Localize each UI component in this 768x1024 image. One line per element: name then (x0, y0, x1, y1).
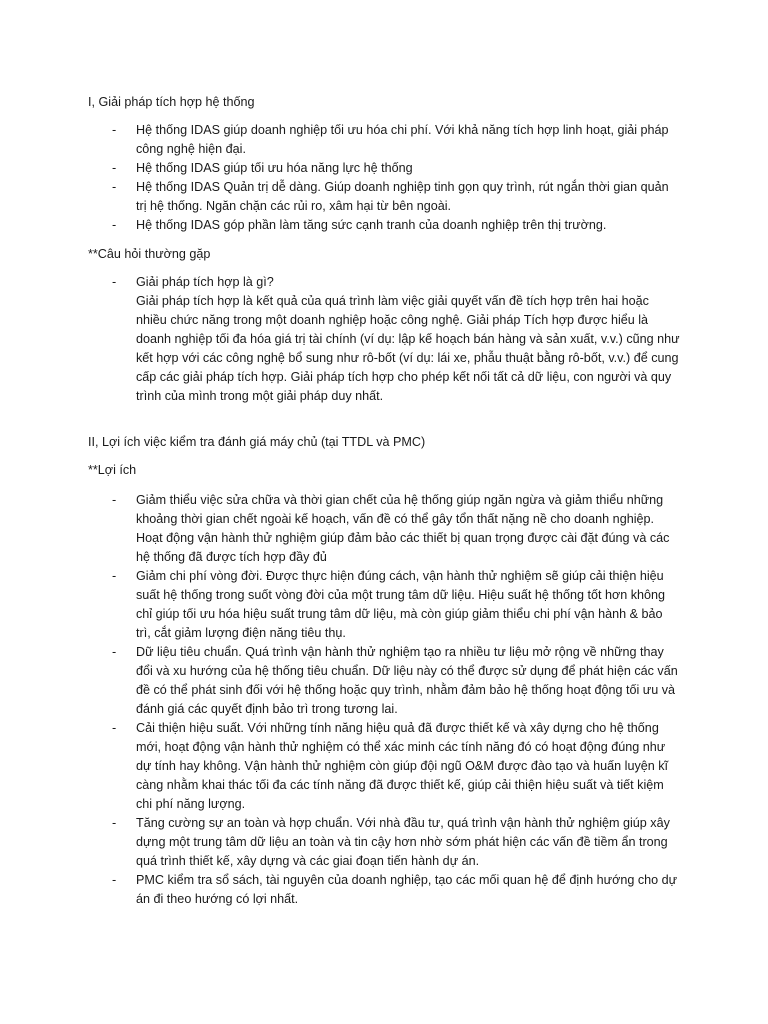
bullet-dash: - (112, 816, 117, 830)
bullet-dash: - (112, 180, 117, 194)
list-item (112, 178, 680, 216)
bullet-dash: - (112, 493, 117, 507)
faq-answer: Giải pháp tích hợp là kết quả của quá trình làm việc giải quyết vấn đề tích hợp trên hai hoặc nhiều chức năng trong một doanh nghiệp hoặc công nghệ. Giải pháp Tích hợp được hiểu là doanh nghiệp tối đa hóa giá trị tài chính (ví dụ: lập kế hoạch bán hàng và sản xuất, v.v.) cũng như kết hợp với các công nghệ bổ sung như rô-bốt (ví dụ: lái xe, phẫu thuật bằng rô-bốt, v.v.) để cung cấp các giải pháp tích hợp. Giải pháp tích hợp cho phép kết nối tất cả dữ liệu, con người và quy trình của mình trong một giải pháp duy nhất. (136, 294, 680, 403)
section2-heading: II, Lợi ích việc kiểm tra đánh giá máy chủ (tại TTDL và PMC) (88, 435, 426, 449)
list-item-text: Tăng cường sự an toàn và hợp chuẩn. Với nhà đầu tư, quá trình vận hành thử nghiệm giúp xây dựng một trung tâm dữ liệu an toàn và tin cậy hơn nhờ sớm phát hiện các vấn đề tiềm ẩn trong quá trình thiết kế, xây dựng và các giai đoạn tiến hành dự án. (136, 816, 670, 868)
bullet-dash: - (112, 569, 117, 583)
list-item (112, 121, 680, 159)
list-item-text: Hệ thống IDAS giúp tối ưu hóa năng lực hệ thống (136, 161, 413, 175)
bullet-dash: - (112, 645, 117, 659)
list-item-text: Hệ thống IDAS góp phần làm tăng sức cạnh tranh của doanh nghiệp trên thị trường. (136, 218, 607, 232)
list-item (112, 491, 680, 567)
list-item (112, 567, 680, 643)
bullet-dash: - (112, 721, 117, 735)
benefits-heading: **Lợi ích (88, 463, 137, 477)
list-item (112, 814, 680, 871)
list-item (112, 871, 680, 909)
list-item (112, 216, 680, 235)
faq-list (112, 273, 680, 406)
bullet-dash: - (112, 161, 117, 175)
bullet-dash: - (112, 275, 117, 289)
bullet-dash: - (112, 873, 117, 887)
list-item-text: Cải thiện hiệu suất. Với những tính năng hiệu quả đã được thiết kế và xây dựng cho hệ thống mới, hoạt động vận hành thử nghiệm có thể xác minh các tính năng đó có hoạt động đúng như dự tính hay không. Vận hành thử nghiệm còn giúp đội ngũ O&M được đào tạo và huấn luyện kĩ càng nhằm khai thác tối đa các tính năng đã được thiết kế, giúp cải thiện hiệu suất và tiết kiệm chi phí năng lượng. (136, 721, 669, 811)
list-item-text: Dữ liệu tiêu chuẩn. Quá trình vận hành thử nghiệm tạo ra nhiều tư liệu mở rộng về những thay đổi và xu hướng của hệ thống tiêu chuẩn. Dữ liệu này có thể được sử dụng để phát hiện các vấn đề có thể phát sinh đối với hệ thống hoặc quy trình, nhằm đảm bảo hệ thống hoạt động tối ưu và đánh giá các quyết định bảo trì trong tương lai. (136, 645, 678, 716)
list-item (112, 719, 680, 814)
list-item (112, 643, 680, 719)
list-item (112, 159, 680, 178)
section1-heading: I, Giải pháp tích hợp hệ thống (88, 95, 255, 109)
list-item-text: Hệ thống IDAS Quản trị dễ dàng. Giúp doanh nghiệp tinh gọn quy trình, rút ngắn thời gian quản trị hệ thống. Ngăn chặn các rủi ro, xâm hại từ bên ngoài. (136, 180, 669, 213)
list-item-text: Hệ thống IDAS giúp doanh nghiệp tối ưu hóa chi phí. Với khả năng tích hợp linh hoạt, giải pháp công nghệ hiện đại. (136, 123, 669, 156)
list-item-text: PMC kiểm tra sổ sách, tài nguyên của doanh nghiệp, tạo các mối quan hệ để định hướng cho dự án đi theo hướng có lợi nhất. (136, 873, 678, 906)
list-item-text: Giảm thiểu việc sửa chữa và thời gian chết của hệ thống giúp ngăn ngừa và giảm thiểu những khoảng thời gian chết ngoài kế hoạch, vấn đề có thể gây tổn thất nặng nề cho doanh nghiệp. Hoạt động vận hành thử nghiệm giúp đảm bảo các thiết bị quan trọng được cài đặt đúng và các hệ thống đã được tích hợp đầy đủ (136, 493, 670, 564)
bullet-dash: - (112, 123, 117, 137)
bullet-dash: - (112, 218, 117, 232)
faq-question: Giải pháp tích hợp là gì? (136, 275, 274, 289)
section1-list (112, 121, 680, 235)
list-item-text: Giảm chi phí vòng đời. Được thực hiện đúng cách, vận hành thử nghiệm sẽ giúp cải thiện hiệu suất hệ thống trong suốt vòng đời của một trung tâm dữ liệu. Hiệu suất hệ thống tốt hơn không chỉ giúp tối ưu hóa hiệu suất trung tâm dữ liệu, mà còn giúp giảm thiểu chi phí vận hành & bảo trì, cắt giảm lượng điện năng tiêu thụ. (136, 569, 666, 640)
faq-item (112, 273, 680, 406)
benefits-list (112, 491, 680, 909)
faq-heading: **Câu hỏi thường gặp (88, 247, 211, 261)
